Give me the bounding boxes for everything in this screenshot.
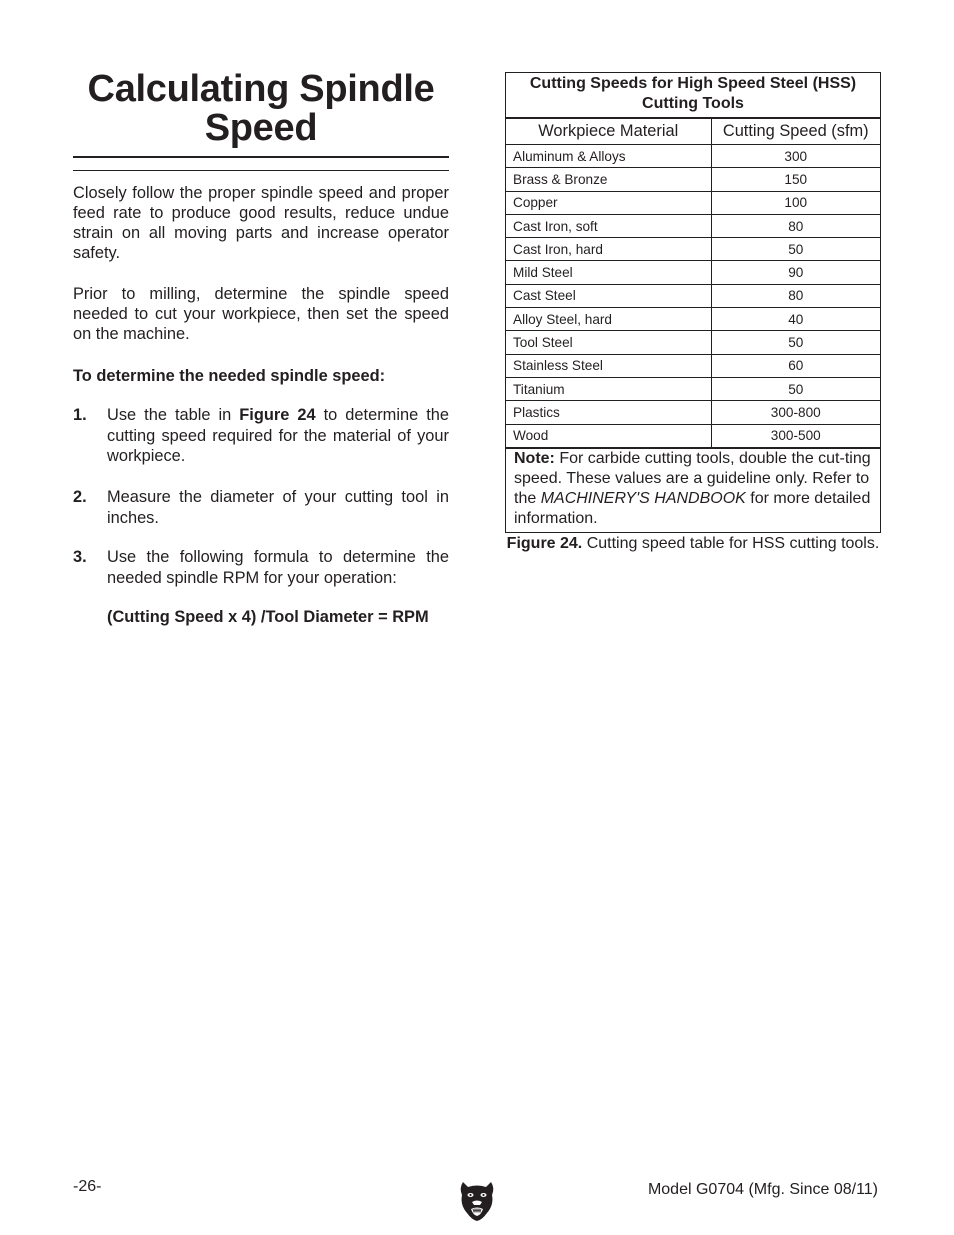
handbook-reference: MACHINERY'S HANDBOOK [540, 489, 746, 507]
material-cell: Cast Iron, soft [506, 214, 711, 237]
material-cell: Plastics [506, 401, 711, 424]
cutting-speed-table [505, 72, 881, 533]
table-note: Note: For carbide cutting tools, double the cut-ting speed. These values are a guideline only. Refer to the MACHINERY'S HANDBOOK for more detailed information. [506, 448, 880, 532]
table-row [506, 284, 880, 307]
title-line-2: Speed [204, 107, 318, 149]
model-info: Model G0704 (Mfg. Since 08/11) [647, 1181, 878, 1198]
table-row [506, 238, 880, 261]
left-column [73, 68, 449, 626]
rpm-formula: (Cutting Speed x 4) /Tool Diameter = RPM [107, 608, 429, 626]
material-cell: Stainless Steel [506, 354, 711, 377]
speed-cell: 80 [711, 284, 880, 307]
speed-cell: 90 [711, 261, 880, 284]
title-rule-thin [73, 170, 449, 171]
title-rule-thick [73, 156, 449, 158]
intro-paragraph-2: Prior to milling, determine the spindle speed needed to cut your workpiece, then set the speed on the machine. [73, 285, 449, 343]
speed-cell: 40 [711, 308, 880, 331]
material-cell: Alloy Steel, hard [506, 308, 711, 331]
table-row [506, 377, 880, 400]
step-text: Use the table in Figure 24 to determine the cutting speed required for the material of your workpiece. [107, 406, 449, 465]
speed-cell: 50 [711, 331, 880, 354]
figure-caption: Figure 24. Cutting speed table for HSS cutting tools. [506, 535, 880, 552]
header-material: Workpiece Material [506, 119, 711, 145]
speed-cell: 60 [711, 354, 880, 377]
material-cell: Wood [506, 424, 711, 447]
title-line-1: Calculating Spindle [87, 68, 435, 110]
procedure-heading: To determine the needed spindle speed: [73, 367, 386, 385]
material-cell: Tool Steel [506, 331, 711, 354]
table-row [506, 331, 880, 354]
speed-cell: 50 [711, 238, 880, 261]
table-row [506, 354, 880, 377]
header-speed: Cutting Speed (sfm) [711, 119, 880, 145]
table-row [506, 401, 880, 424]
bear-logo-icon [457, 1178, 497, 1222]
note-label: Note: [514, 449, 555, 467]
speed-cell: 80 [711, 214, 880, 237]
table-row [506, 261, 880, 284]
table-row [506, 214, 880, 237]
page-number: -26- [73, 1178, 102, 1195]
step-text: Use the following formula to determine the needed spindle RPM for your operation: [107, 548, 449, 587]
table-row [506, 308, 880, 331]
material-cell: Copper [506, 191, 711, 214]
speed-cell: 300-500 [711, 424, 880, 447]
step-number: 3. [73, 548, 87, 566]
step-number: 1. [73, 406, 87, 424]
step-3 [73, 547, 449, 588]
speed-cell: 300-800 [711, 401, 880, 424]
material-cell: Brass & Bronze [506, 168, 711, 191]
speed-table-grid [506, 118, 880, 448]
material-cell: Titanium [506, 377, 711, 400]
figure-label: Figure 24. [506, 535, 583, 552]
material-cell: Mild Steel [506, 261, 711, 284]
table-row [506, 424, 880, 447]
speed-cell: 50 [711, 377, 880, 400]
table-title: Cutting Speeds for High Speed Steel (HSS) Cutting Tools [506, 73, 880, 118]
material-cell: Cast Steel [506, 284, 711, 307]
table-row [506, 168, 880, 191]
table-row [506, 145, 880, 168]
table-header-row [506, 119, 880, 145]
material-cell: Aluminum & Alloys [506, 145, 711, 168]
step-text: Measure the diameter of your cutting tool in inches. [107, 488, 449, 527]
speed-cell: 300 [711, 145, 880, 168]
step-1 [73, 405, 449, 467]
table-row [506, 191, 880, 214]
speed-cell: 100 [711, 191, 880, 214]
material-cell: Cast Iron, hard [506, 238, 711, 261]
intro-paragraph-1: Closely follow the proper spindle speed and proper feed rate to produce good results, reduce undue strain on all moving parts and increase operator safety. [73, 184, 449, 262]
page-title [73, 70, 449, 148]
step-number: 2. [73, 488, 87, 506]
speed-cell: 150 [711, 168, 880, 191]
figure-reference: Figure 24 [239, 406, 316, 424]
step-2 [73, 487, 449, 528]
